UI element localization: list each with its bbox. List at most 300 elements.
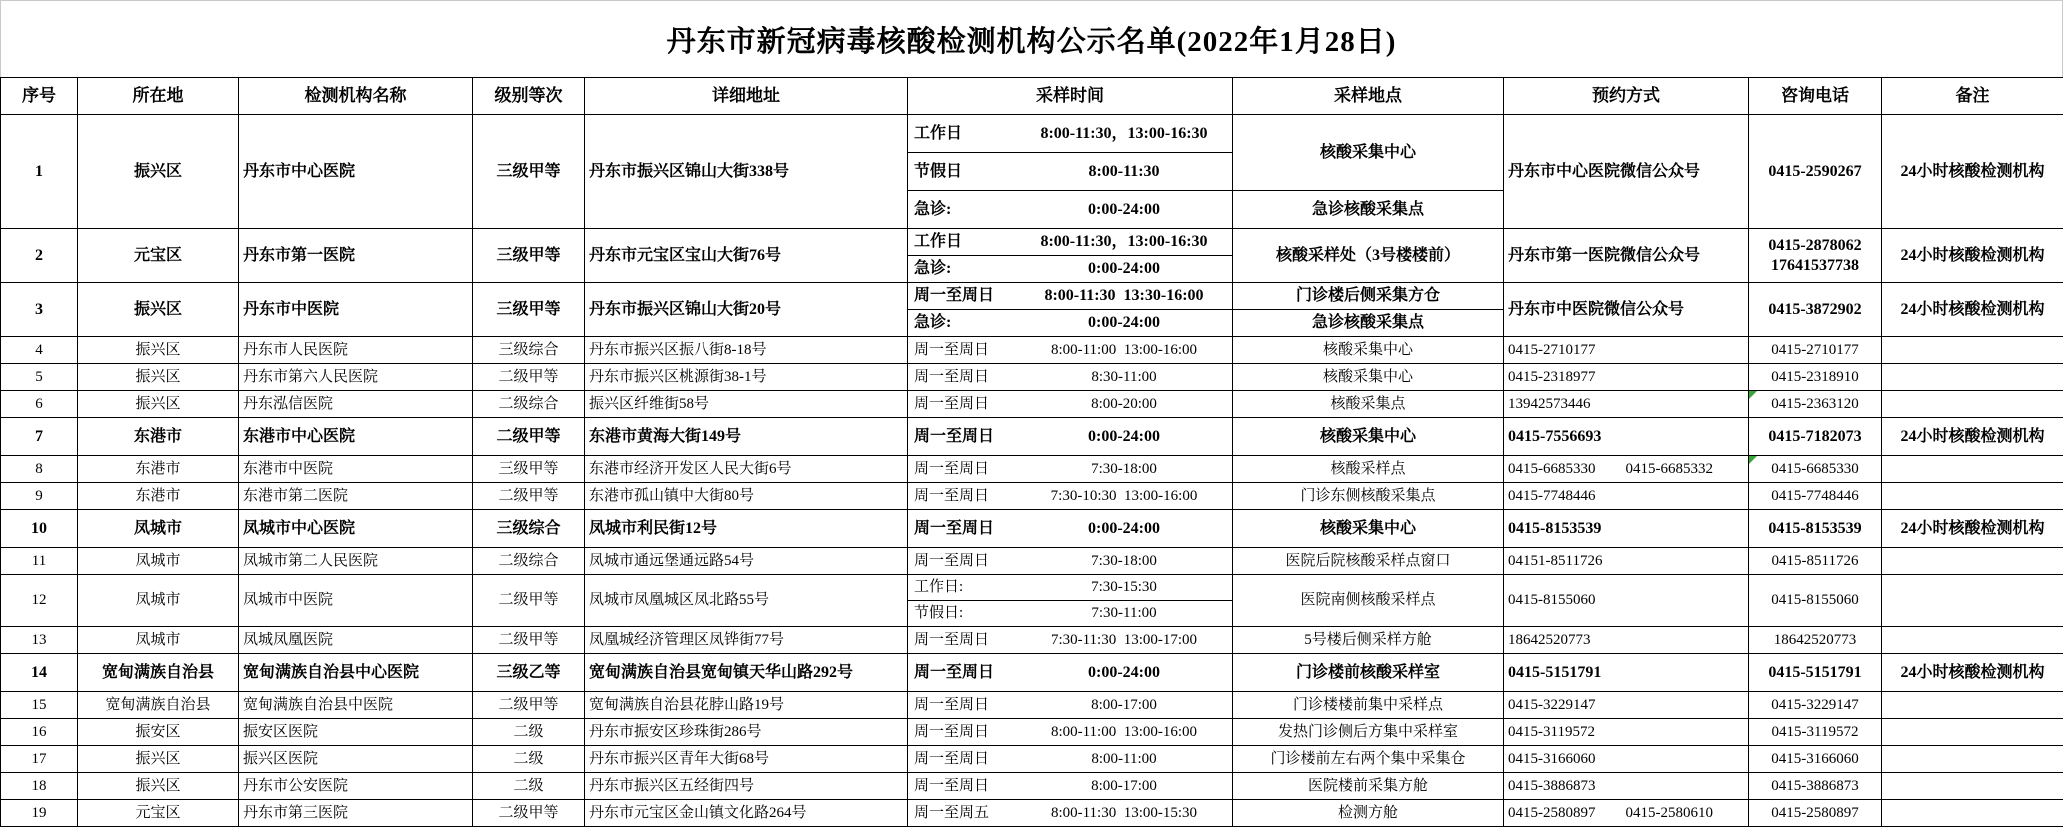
sampling-time-label: 周一至周日 xyxy=(914,723,990,740)
cell-location: 振兴区 xyxy=(78,364,239,391)
cell-sampling-time xyxy=(908,310,1233,337)
col-header-booking: 预约方式 xyxy=(1504,78,1749,115)
sampling-time-line xyxy=(908,162,1232,182)
cell-sampling-site: 5号楼后侧采样方舱 xyxy=(1233,627,1504,654)
cell-phone xyxy=(1749,548,1882,575)
cell-booking-method: 0415-2580897 0415-2580610 xyxy=(1504,800,1749,827)
sampling-time-label: 急诊: xyxy=(914,200,952,218)
sampling-time-label: 工作日 xyxy=(914,124,963,142)
cell-sampling-site: 核酸采集中心 xyxy=(1233,337,1504,364)
cell-note: 24小时核酸检测机构 xyxy=(1882,115,2063,229)
cell-address: 凤城市通远堡通远路54号 xyxy=(585,548,908,575)
cell-phone xyxy=(1749,800,1882,827)
cell-level: 二级甲等 xyxy=(473,627,585,654)
cell-booking-method: 13942573446 xyxy=(1504,391,1749,418)
cell-serial: 16 xyxy=(1,719,78,746)
cell-sampling-time xyxy=(908,418,1233,456)
cell-sampling-site: 门诊楼前核酸采样室 xyxy=(1233,654,1504,692)
sampling-time-line xyxy=(908,368,1232,387)
phone-number: 0415-2580897 xyxy=(1771,804,1859,821)
cell-address: 丹东市振兴区桃源街38-1号 xyxy=(585,364,908,391)
cell-address: 凤城市凤凰城区凤北路55号 xyxy=(585,575,908,627)
cell-institution: 凤城市中心医院 xyxy=(239,510,473,548)
cell-location: 元宝区 xyxy=(78,800,239,827)
col-header-sampling-time: 采样时间 xyxy=(908,78,1233,115)
cell-serial: 17 xyxy=(1,746,78,773)
cell-institution: 丹东市公安医院 xyxy=(239,773,473,800)
sampling-time-value: 8:00-11:30 13:30-16:00 xyxy=(1044,287,1204,304)
cell-sampling-site: 医院南侧核酸采样点 xyxy=(1233,575,1504,627)
sampling-time-value: 7:30-10:30 13:00-16:00 xyxy=(1050,487,1198,504)
sampling-time-value: 0:00-24:00 xyxy=(1088,427,1160,445)
sampling-time-label: 周一至周日 xyxy=(914,519,995,537)
sampling-time-value: 8:00-17:00 xyxy=(1091,777,1157,794)
cell-level: 二级 xyxy=(473,773,585,800)
cell-phone xyxy=(1749,692,1882,719)
phone-number: 0415-3886873 xyxy=(1771,777,1859,794)
cell-institution: 丹东市第六人民医院 xyxy=(239,364,473,391)
cell-sampling-time xyxy=(908,229,1233,256)
cell-sampling-site: 核酸采集点 xyxy=(1233,391,1504,418)
col-header-institution: 检测机构名称 xyxy=(239,78,473,115)
cell-level: 二级综合 xyxy=(473,548,585,575)
cell-level: 二级 xyxy=(473,719,585,746)
cell-booking-method: 0415-3229147 xyxy=(1504,692,1749,719)
phone-number: 0415-8511726 xyxy=(1771,552,1859,569)
cell-booking-method: 0415-3886873 xyxy=(1504,773,1749,800)
cell-serial: 13 xyxy=(1,627,78,654)
sampling-time-label: 周一至周日 xyxy=(914,341,990,358)
sampling-time-value: 8:30-11:00 xyxy=(1091,368,1157,385)
cell-address: 凤城市利民街12号 xyxy=(585,510,908,548)
phone-number: 17641537738 xyxy=(1771,256,1859,274)
sampling-time-line xyxy=(908,750,1232,769)
cell-note xyxy=(1882,800,2063,827)
cell-sampling-time xyxy=(908,773,1233,800)
cell-serial: 15 xyxy=(1,692,78,719)
cell-level: 二级甲等 xyxy=(473,800,585,827)
table-row xyxy=(1,456,2063,483)
cell-level: 二级甲等 xyxy=(473,418,585,456)
sampling-time-label: 急诊: xyxy=(914,260,952,277)
phone-number: 0415-2363120 xyxy=(1771,395,1859,412)
sampling-time-label: 节假日: xyxy=(914,605,964,622)
cell-address: 丹东市振兴区锦山大街338号 xyxy=(585,115,908,229)
sampling-time-line xyxy=(908,663,1232,683)
cell-sampling-time xyxy=(908,456,1233,483)
cell-location: 凤城市 xyxy=(78,548,239,575)
table-header-row xyxy=(1,78,2063,115)
sampling-time-line xyxy=(908,487,1232,506)
cell-institution: 丹东市人民医院 xyxy=(239,337,473,364)
table-row xyxy=(1,746,2063,773)
cell-sampling-site: 急诊核酸采集点 xyxy=(1233,310,1504,337)
cell-address: 丹东市振兴区振八街8-18号 xyxy=(585,337,908,364)
cell-institution: 丹东市第三医院 xyxy=(239,800,473,827)
cell-phone xyxy=(1749,510,1882,548)
cell-phone xyxy=(1749,654,1882,692)
cell-note xyxy=(1882,627,2063,654)
sampling-time-label: 周一至周日 xyxy=(914,552,990,569)
cell-institution: 凤城凤凰医院 xyxy=(239,627,473,654)
sampling-time-label: 节假日 xyxy=(914,162,963,180)
cell-sampling-site: 门诊东侧核酸采集点 xyxy=(1233,483,1504,510)
cell-sampling-site: 检测方舱 xyxy=(1233,800,1504,827)
sampling-time-line xyxy=(908,631,1232,650)
cell-address: 丹东市元宝区金山镇文化路264号 xyxy=(585,800,908,827)
cell-address: 东港市黄海大街149号 xyxy=(585,418,908,456)
cell-booking-method: 丹东市第一医院微信公众号 xyxy=(1504,229,1749,283)
cell-sampling-site: 门诊楼楼前集中采样点 xyxy=(1233,692,1504,719)
cell-sampling-time xyxy=(908,692,1233,719)
cell-address: 振兴区纤维街58号 xyxy=(585,391,908,418)
cell-sampling-site: 急诊核酸采集点 xyxy=(1233,191,1504,229)
cell-institution: 丹东泓信医院 xyxy=(239,391,473,418)
table-row xyxy=(1,115,2063,153)
col-header-note: 备注 xyxy=(1882,78,2063,115)
cell-location: 凤城市 xyxy=(78,575,239,627)
sampling-time-label: 工作日: xyxy=(914,579,964,596)
phone-number: 0415-5151791 xyxy=(1768,663,1862,681)
sampling-time-value: 0:00-24:00 xyxy=(1088,200,1160,218)
cell-phone xyxy=(1749,229,1882,283)
cell-sampling-site: 医院后院核酸采样点窗口 xyxy=(1233,548,1504,575)
cell-level: 三级甲等 xyxy=(473,115,585,229)
sampling-time-line xyxy=(908,395,1232,414)
cell-booking-method: 丹东市中医院微信公众号 xyxy=(1504,283,1749,337)
phone-number: 0415-3872902 xyxy=(1768,300,1862,318)
table-row xyxy=(1,229,2063,256)
cell-phone xyxy=(1749,456,1882,483)
cell-level: 三级综合 xyxy=(473,510,585,548)
cell-sampling-time xyxy=(908,746,1233,773)
phone-number: 0415-7182073 xyxy=(1768,427,1862,445)
cell-note xyxy=(1882,575,2063,627)
cell-note xyxy=(1882,337,2063,364)
cell-level: 二级 xyxy=(473,746,585,773)
cell-phone xyxy=(1749,575,1882,627)
cell-serial: 8 xyxy=(1,456,78,483)
sampling-time-value: 7:30-18:00 xyxy=(1091,552,1157,569)
sampling-time-value: 0:00-24:00 xyxy=(1088,519,1160,537)
sampling-time-line xyxy=(908,341,1232,360)
cell-booking-method: 丹东市中心医院微信公众号 xyxy=(1504,115,1749,229)
cell-note: 24小时核酸检测机构 xyxy=(1882,283,2063,337)
cell-booking-method: 0415-2710177 xyxy=(1504,337,1749,364)
cell-institution: 凤城市中医院 xyxy=(239,575,473,627)
sampling-time-value: 7:30-11:00 xyxy=(1091,605,1157,622)
cell-booking-method: 18642520773 xyxy=(1504,627,1749,654)
sampling-time-line xyxy=(908,259,1232,279)
cell-sampling-time xyxy=(908,115,1233,153)
cell-booking-method: 04151-8511726 xyxy=(1504,548,1749,575)
sampling-time-label: 周一至周日 xyxy=(914,663,995,681)
col-header-serial: 序号 xyxy=(1,78,78,115)
cell-address: 东港市孤山镇中大街80号 xyxy=(585,483,908,510)
sampling-time-label: 周一至周日 xyxy=(914,631,990,648)
table-row xyxy=(1,654,2063,692)
cell-location: 东港市 xyxy=(78,483,239,510)
sampling-time-label: 周一至周日 xyxy=(914,696,990,713)
table-row xyxy=(1,692,2063,719)
phone-number: 18642520773 xyxy=(1773,631,1857,648)
col-header-location: 所在地 xyxy=(78,78,239,115)
cell-booking-method: 0415-6685330 0415-6685332 xyxy=(1504,456,1749,483)
cell-note xyxy=(1882,483,2063,510)
cell-sampling-time xyxy=(908,283,1233,310)
cell-serial: 18 xyxy=(1,773,78,800)
cell-error-flag-icon xyxy=(1749,456,1757,464)
sampling-time-value: 7:30-18:00 xyxy=(1091,460,1157,477)
cell-sampling-site: 核酸采集中心 xyxy=(1233,418,1504,456)
cell-level: 二级综合 xyxy=(473,391,585,418)
cell-location: 东港市 xyxy=(78,418,239,456)
sampling-time-label: 周一至周日 xyxy=(914,427,995,445)
cell-serial: 9 xyxy=(1,483,78,510)
sampling-time-value: 0:00-24:00 xyxy=(1088,663,1160,681)
phone-number: 0415-8155060 xyxy=(1771,592,1859,609)
sampling-time-label: 工作日 xyxy=(914,233,963,250)
cell-phone xyxy=(1749,364,1882,391)
cell-institution: 凤城市第二人民医院 xyxy=(239,548,473,575)
cell-institution: 振安区医院 xyxy=(239,719,473,746)
cell-location: 振兴区 xyxy=(78,283,239,337)
sampling-time-line xyxy=(908,313,1232,333)
cell-sampling-site: 核酸采样点 xyxy=(1233,456,1504,483)
sampling-time-label: 周一至周日 xyxy=(914,395,990,412)
cell-institution: 宽甸满族自治县中医院 xyxy=(239,692,473,719)
cell-sampling-time xyxy=(908,575,1233,601)
phone-number: 0415-2590267 xyxy=(1768,162,1862,180)
cell-phone xyxy=(1749,483,1882,510)
sampling-time-label: 周一至周日 xyxy=(914,460,990,477)
cell-sampling-site: 门诊楼后侧采集方仓 xyxy=(1233,283,1504,310)
cell-phone xyxy=(1749,115,1882,229)
sampling-time-value: 8:00-11:30 xyxy=(1088,162,1160,180)
cell-sampling-site: 医院楼前采集方舱 xyxy=(1233,773,1504,800)
table-row xyxy=(1,800,2063,827)
sampling-time-label: 周一至周日 xyxy=(914,368,990,385)
phone-number: 0415-6685330 xyxy=(1771,460,1859,477)
cell-serial: 3 xyxy=(1,283,78,337)
cell-sampling-time xyxy=(908,719,1233,746)
cell-level: 二级甲等 xyxy=(473,364,585,391)
phone-number: 0415-2878062 xyxy=(1768,236,1862,254)
sampling-time-line xyxy=(908,578,1232,597)
cell-sampling-time xyxy=(908,364,1233,391)
cell-location: 振兴区 xyxy=(78,115,239,229)
table-row xyxy=(1,627,2063,654)
cell-level: 二级甲等 xyxy=(473,692,585,719)
sampling-time-line xyxy=(908,124,1232,144)
col-header-phone: 咨询电话 xyxy=(1749,78,1882,115)
cell-address: 丹东市振兴区五经街四号 xyxy=(585,773,908,800)
sampling-time-label: 周一至周日 xyxy=(914,487,990,504)
cell-booking-method: 0415-8153539 xyxy=(1504,510,1749,548)
table-row xyxy=(1,575,2063,601)
cell-sampling-time xyxy=(908,601,1233,627)
cell-booking-method: 0415-7556693 xyxy=(1504,418,1749,456)
cell-note xyxy=(1882,456,2063,483)
cell-note xyxy=(1882,746,2063,773)
sampling-time-value: 8:00-20:00 xyxy=(1091,395,1157,412)
cell-serial: 6 xyxy=(1,391,78,418)
phone-number: 0415-3166060 xyxy=(1771,750,1859,767)
cell-sampling-time xyxy=(908,548,1233,575)
cell-serial: 1 xyxy=(1,115,78,229)
col-header-sampling-site: 采样地点 xyxy=(1233,78,1504,115)
cell-error-flag-icon xyxy=(1749,391,1757,399)
cell-address: 凤凰城经济管理区凤铧街77号 xyxy=(585,627,908,654)
sampling-time-line xyxy=(908,286,1232,306)
cell-phone xyxy=(1749,283,1882,337)
sampling-time-value: 7:30-11:30 13:00-17:00 xyxy=(1050,631,1198,648)
cell-location: 东港市 xyxy=(78,456,239,483)
sampling-time-line xyxy=(908,804,1232,823)
cell-note: 24小时核酸检测机构 xyxy=(1882,654,2063,692)
sampling-time-label: 周一至周日 xyxy=(914,777,990,794)
cell-note xyxy=(1882,692,2063,719)
phone-number: 0415-3119572 xyxy=(1771,723,1859,740)
cell-sampling-site: 核酸采集中心 xyxy=(1233,115,1504,191)
cell-serial: 11 xyxy=(1,548,78,575)
col-header-level: 级别等次 xyxy=(473,78,585,115)
cell-address: 丹东市振兴区锦山大街20号 xyxy=(585,283,908,337)
phone-number: 0415-2710177 xyxy=(1771,341,1859,358)
cell-level: 三级综合 xyxy=(473,337,585,364)
sampling-time-value: 0:00-24:00 xyxy=(1088,314,1160,331)
cell-serial: 7 xyxy=(1,418,78,456)
sampling-time-line xyxy=(908,232,1232,252)
sampling-time-value: 8:00-11:00 xyxy=(1091,750,1157,767)
cell-booking-method: 0415-2318977 xyxy=(1504,364,1749,391)
cell-address: 宽甸满族自治县宽甸镇天华山路292号 xyxy=(585,654,908,692)
cell-phone xyxy=(1749,627,1882,654)
table-row xyxy=(1,719,2063,746)
cell-address: 丹东市振兴区青年大街68号 xyxy=(585,746,908,773)
cell-sampling-site: 核酸采集中心 xyxy=(1233,364,1504,391)
cell-note xyxy=(1882,364,2063,391)
cell-address: 丹东市元宝区宝山大街76号 xyxy=(585,229,908,283)
cell-sampling-site: 核酸采样处（3号楼楼前） xyxy=(1233,229,1504,283)
cell-sampling-site: 核酸采集中心 xyxy=(1233,510,1504,548)
cell-sampling-time xyxy=(908,191,1233,229)
phone-number: 0415-8153539 xyxy=(1768,519,1862,537)
cell-note xyxy=(1882,719,2063,746)
table-row xyxy=(1,773,2063,800)
cell-note xyxy=(1882,548,2063,575)
sampling-time-line xyxy=(908,200,1232,220)
sampling-time-line xyxy=(908,552,1232,571)
cell-level: 三级乙等 xyxy=(473,654,585,692)
phone-number: 0415-3229147 xyxy=(1771,696,1859,713)
cell-sampling-time xyxy=(908,391,1233,418)
cell-serial: 4 xyxy=(1,337,78,364)
cell-serial: 10 xyxy=(1,510,78,548)
cell-location: 宽甸满族自治县 xyxy=(78,654,239,692)
cell-location: 振兴区 xyxy=(78,337,239,364)
page-title: 丹东市新冠病毒核酸检测机构公示名单(2022年1月28日) xyxy=(0,0,2063,77)
sampling-time-value: 8:00-11:30 13:00-15:30 xyxy=(1050,804,1198,821)
cell-location: 振兴区 xyxy=(78,746,239,773)
cell-location: 振兴区 xyxy=(78,773,239,800)
table-row xyxy=(1,391,2063,418)
table-row xyxy=(1,337,2063,364)
cell-institution: 丹东市中医院 xyxy=(239,283,473,337)
sampling-time-line xyxy=(908,723,1232,742)
cell-booking-method: 0415-5151791 xyxy=(1504,654,1749,692)
cell-location: 元宝区 xyxy=(78,229,239,283)
cell-location: 凤城市 xyxy=(78,627,239,654)
cell-address: 东港市经济开发区人民大街6号 xyxy=(585,456,908,483)
cell-institution: 东港市中心医院 xyxy=(239,418,473,456)
cell-level: 二级甲等 xyxy=(473,483,585,510)
cell-sampling-time xyxy=(908,510,1233,548)
cell-sampling-time xyxy=(908,654,1233,692)
cell-booking-method: 0415-7748446 xyxy=(1504,483,1749,510)
cell-note xyxy=(1882,773,2063,800)
cell-note: 24小时核酸检测机构 xyxy=(1882,418,2063,456)
cell-sampling-time xyxy=(908,800,1233,827)
cell-level: 三级甲等 xyxy=(473,229,585,283)
phone-number: 0415-2318910 xyxy=(1771,368,1859,385)
sampling-time-value: 8:00-11:00 13:00-16:00 xyxy=(1050,723,1198,740)
table-row xyxy=(1,510,2063,548)
sampling-time-value: 7:30-15:30 xyxy=(1091,579,1157,596)
cell-sampling-site: 发热门诊侧后方集中采样室 xyxy=(1233,719,1504,746)
table-row xyxy=(1,548,2063,575)
cell-phone xyxy=(1749,746,1882,773)
sampling-time-line xyxy=(908,519,1232,539)
sampling-time-label: 周一至周日 xyxy=(914,287,995,304)
covid-testing-institutions-table xyxy=(0,77,2063,827)
cell-location: 宽甸满族自治县 xyxy=(78,692,239,719)
cell-phone xyxy=(1749,719,1882,746)
sampling-time-value: 8:00-11:30，13:00-16:30 xyxy=(1040,233,1208,250)
cell-booking-method: 0415-8155060 xyxy=(1504,575,1749,627)
table-row xyxy=(1,283,2063,310)
cell-level: 三级甲等 xyxy=(473,456,585,483)
cell-serial: 19 xyxy=(1,800,78,827)
cell-sampling-time xyxy=(908,153,1233,191)
cell-note: 24小时核酸检测机构 xyxy=(1882,510,2063,548)
cell-level: 二级甲等 xyxy=(473,575,585,627)
sampling-time-value: 8:00-11:00 13:00-16:00 xyxy=(1050,341,1198,358)
cell-note xyxy=(1882,391,2063,418)
cell-serial: 12 xyxy=(1,575,78,627)
cell-address: 宽甸满族自治县花脖山路19号 xyxy=(585,692,908,719)
cell-location: 振安区 xyxy=(78,719,239,746)
sampling-time-line xyxy=(908,427,1232,447)
cell-address: 丹东市振安区珍珠街286号 xyxy=(585,719,908,746)
sampling-time-label: 周一至周五 xyxy=(914,804,990,821)
cell-institution: 丹东市第一医院 xyxy=(239,229,473,283)
cell-note: 24小时核酸检测机构 xyxy=(1882,229,2063,283)
cell-serial: 14 xyxy=(1,654,78,692)
sampling-time-value: 8:00-11:30，13:00-16:30 xyxy=(1040,124,1208,142)
table-row xyxy=(1,418,2063,456)
col-header-address: 详细地址 xyxy=(585,78,908,115)
cell-sampling-site: 门诊楼前左右两个集中采集仓 xyxy=(1233,746,1504,773)
cell-phone xyxy=(1749,337,1882,364)
cell-booking-method: 0415-3166060 xyxy=(1504,746,1749,773)
cell-location: 凤城市 xyxy=(78,510,239,548)
sampling-time-label: 急诊: xyxy=(914,314,952,331)
sampling-time-value: 0:00-24:00 xyxy=(1088,260,1160,277)
cell-institution: 振兴区医院 xyxy=(239,746,473,773)
cell-institution: 宽甸满族自治县中心医院 xyxy=(239,654,473,692)
table-row xyxy=(1,483,2063,510)
